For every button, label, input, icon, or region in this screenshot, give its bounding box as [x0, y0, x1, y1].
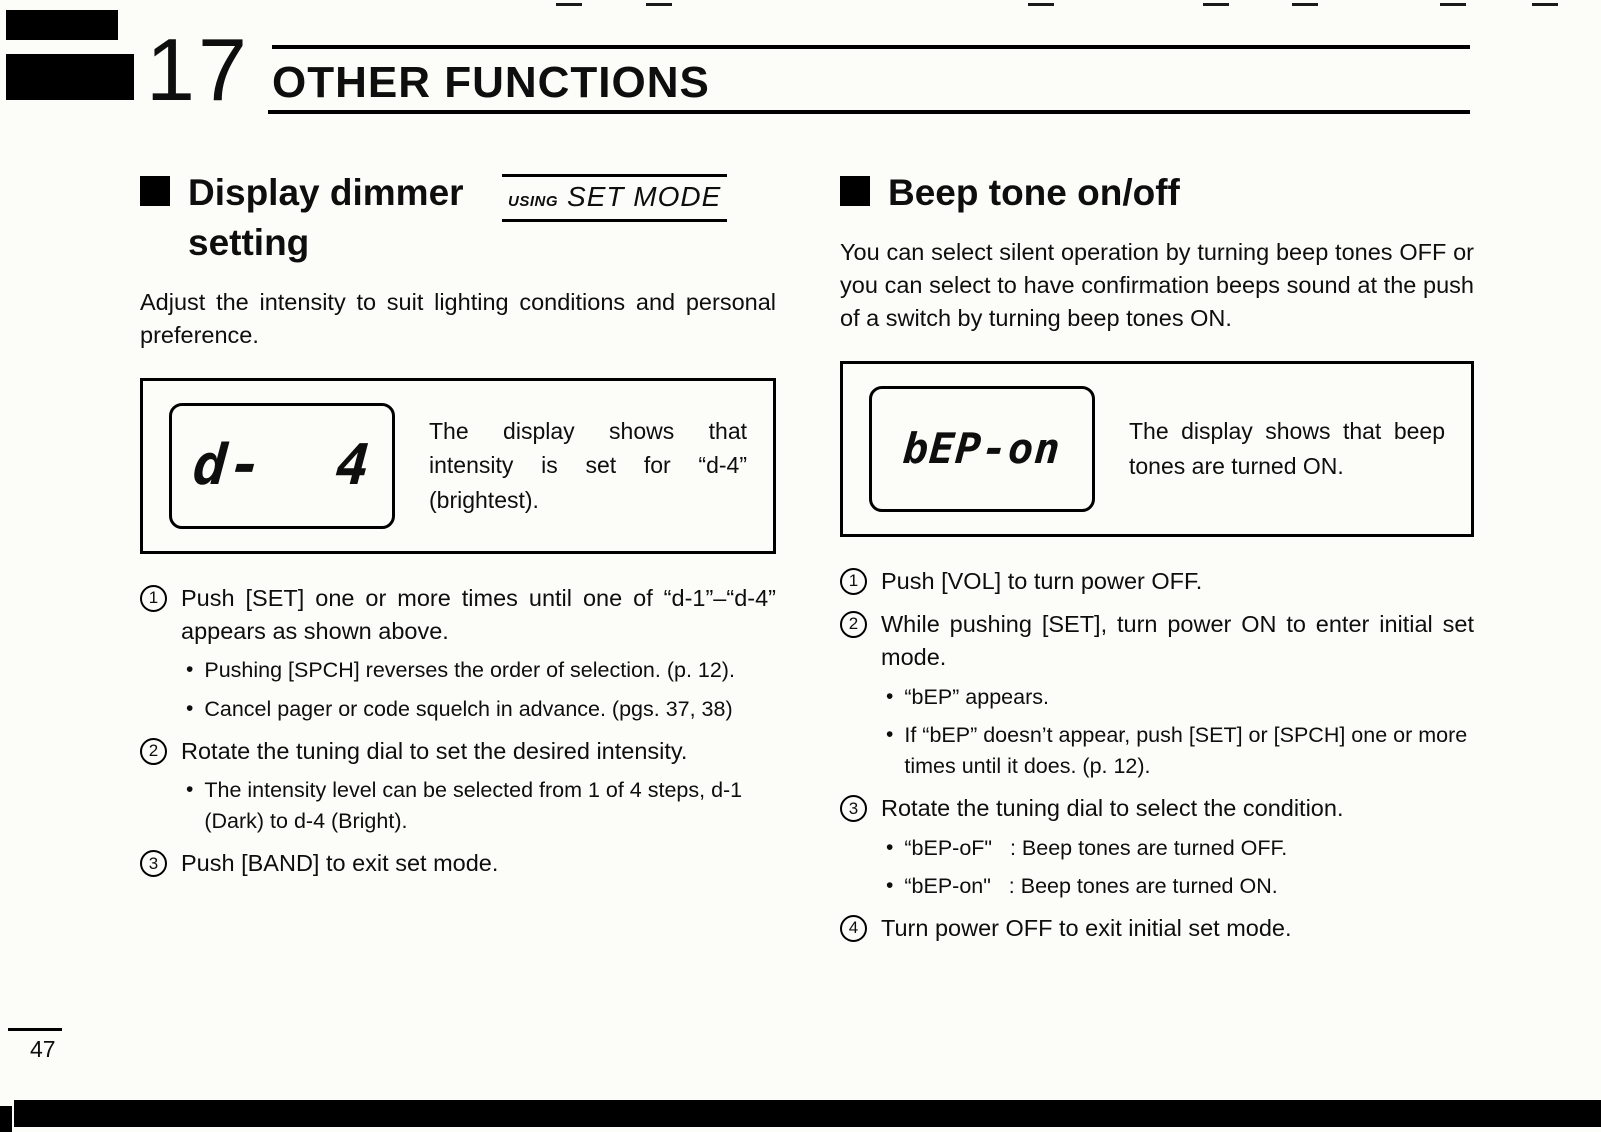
steps-list [140, 582, 776, 881]
bullet-text: • Pushing [SPCH] reverses the order of selection. (p. 12). [204, 658, 735, 683]
crop-mark [646, 3, 672, 6]
page-number-rule [8, 1028, 62, 1031]
step-text: Rotate the tuning dial to select the condition. [881, 795, 1344, 822]
lcd-figure [840, 361, 1474, 537]
set-mode-badge [502, 174, 727, 222]
section-beep-tone [840, 168, 1474, 945]
header-rule-bottom [268, 110, 1470, 114]
chapter-tab-bar [6, 54, 134, 100]
bullet-text: • “bEP-on" : Beep tones are turned ON. [904, 873, 1278, 898]
step-number: 3 [140, 850, 167, 877]
step-text: Push [SET] one or more times until one of “d-1”–“d-4” appears as shown above. [181, 584, 776, 645]
figure-caption: The display shows that intensity is set for “d-4” (brightest). [429, 417, 747, 513]
step-bullet [886, 682, 1474, 713]
badge-using-label: USING [508, 193, 559, 210]
step-text: Rotate the tuning dial to set the desired intensity. [181, 737, 688, 764]
page-number: 47 [30, 1036, 56, 1062]
lcd-readout: d- 4 [190, 433, 374, 499]
bottom-corner-mark [0, 1106, 12, 1132]
section-title: Beep tone on/off [888, 172, 1180, 213]
step-bullet [886, 833, 1474, 864]
step-number: 4 [840, 915, 867, 942]
bullet-text: • “bEP” appears. [904, 684, 1049, 709]
square-bullet-icon [140, 176, 170, 206]
badge-mode-label: SET MODE [567, 181, 722, 212]
step-item [140, 735, 776, 768]
bottom-black-bar [14, 1100, 1601, 1127]
step-item [140, 582, 776, 649]
chapter-tab-bar [6, 10, 118, 40]
step-bullet [186, 775, 776, 837]
crop-mark [1532, 3, 1558, 6]
step-number: 1 [840, 568, 867, 595]
lcd-panel [869, 386, 1095, 512]
square-bullet-icon [840, 176, 870, 206]
header-rule-top [272, 45, 1470, 49]
chapter-title: OTHER FUNCTIONS [272, 58, 710, 107]
steps-list [840, 565, 1474, 946]
crop-mark [1440, 3, 1466, 6]
step-number: 3 [840, 795, 867, 822]
step-bullet [186, 694, 776, 725]
figure-caption: The display shows that beep tones are turned ON. [1129, 418, 1445, 479]
section-intro: Adjust the intensity to suit lighting conditions and personal preference. [140, 288, 776, 348]
step-number: 1 [140, 585, 167, 612]
lcd-readout: bEP-on [901, 424, 1063, 474]
section-heading-row [140, 168, 776, 268]
crop-mark [556, 3, 582, 6]
step-number: 2 [140, 738, 167, 765]
step-text: Push [BAND] to exit set mode. [181, 850, 499, 877]
lcd-panel [169, 403, 395, 529]
lcd-figure [140, 378, 776, 554]
step-text: Push [VOL] to turn power OFF. [881, 567, 1203, 594]
step-bullet [886, 720, 1474, 782]
chapter-number: 17 [146, 20, 250, 119]
bullet-text: • Cancel pager or code squelch in advance. (pgs. 37, 38) [204, 696, 733, 721]
section-intro: You can select silent operation by turning beep tones OFF or you can select to have confirmation beeps sound at the push of a switch by turning beep tones ON. [840, 238, 1474, 331]
step-bullet [886, 871, 1474, 902]
section-title: Display dimmer setting [188, 172, 464, 263]
step-item [840, 608, 1474, 675]
crop-mark [1203, 3, 1229, 6]
section-heading-row [840, 168, 1474, 218]
step-item [840, 565, 1474, 598]
step-item [140, 847, 776, 880]
step-number: 2 [840, 611, 867, 638]
section-display-dimmer [140, 168, 776, 881]
step-bullet [186, 655, 776, 686]
bullet-text: • The intensity level can be selected from 1 of 4 steps, d-1 (Dark) to d-4 (Bright). [204, 778, 749, 834]
step-text: While pushing [SET], turn power ON to enter initial set mode. [881, 610, 1474, 671]
crop-mark [1292, 3, 1318, 6]
step-item [840, 792, 1474, 825]
crop-mark [1028, 3, 1054, 6]
step-item [840, 912, 1474, 945]
bullet-text: • If “bEP” doesn’t appear, push [SET] or [SPCH] one or more times until it does. (p. 12). [904, 722, 1474, 779]
bullet-text: • “bEP-oF" : Beep tones are turned OFF. [904, 835, 1288, 860]
step-text: Turn power OFF to exit initial set mode. [881, 914, 1292, 941]
